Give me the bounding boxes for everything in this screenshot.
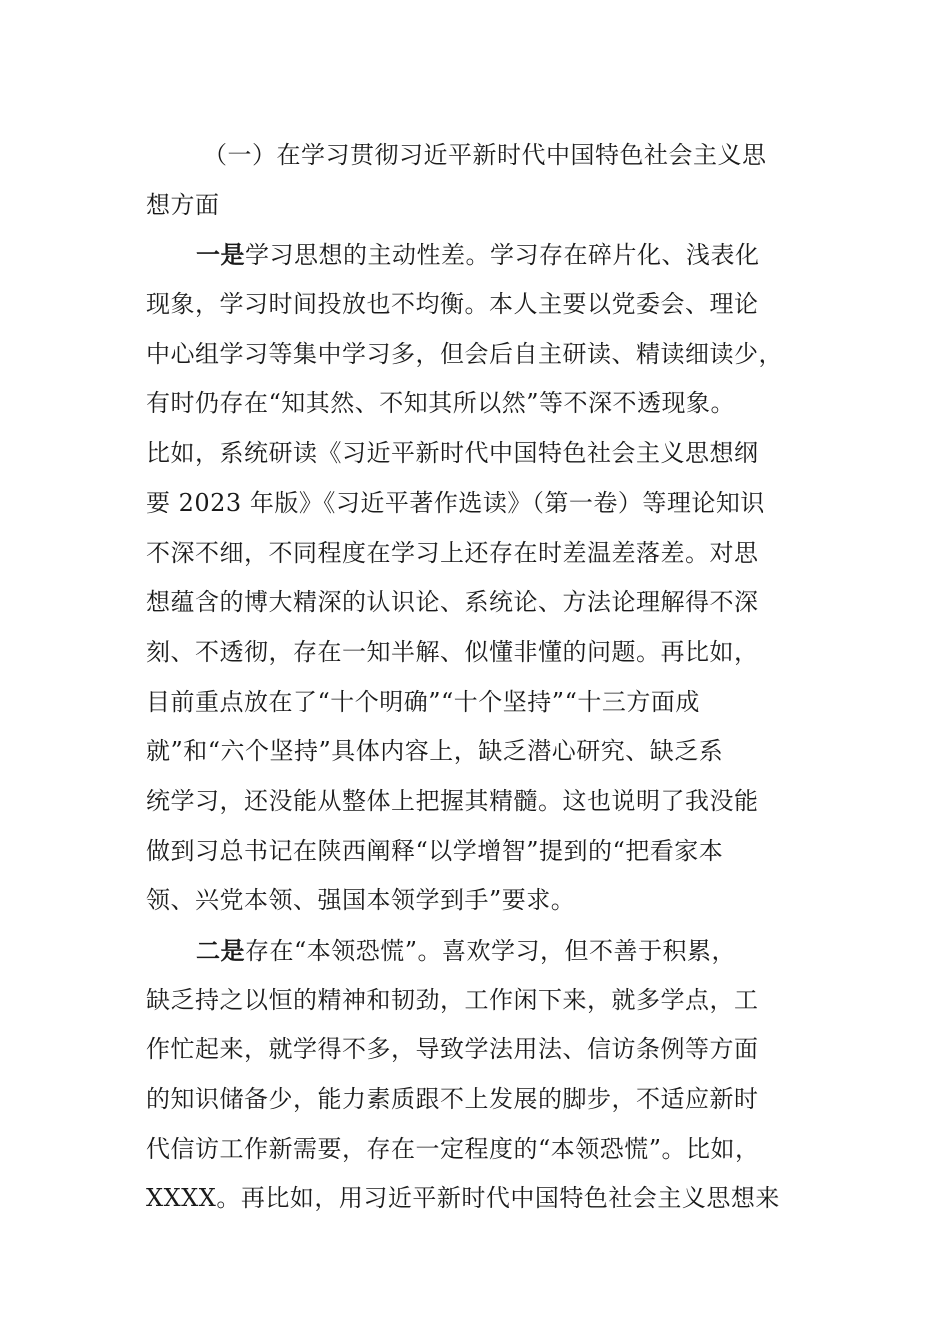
paragraph-text: 存在“本领恐慌”。喜欢学习，但不善于积累， bbox=[245, 937, 737, 965]
paragraph-line: 刻、不透彻，存在一知半解、似懂非懂的问题。再比如， bbox=[146, 637, 759, 666]
paragraph-line: 想蕴含的博大精深的认识论、系统论、方法论理解得不深 bbox=[146, 588, 759, 617]
paragraph-lead: 二是 bbox=[196, 936, 245, 965]
paragraph-1 bbox=[146, 230, 798, 926]
paragraph-line: 领、兴党本领、强国本领学到手”要求。 bbox=[146, 886, 576, 915]
paragraph-line: 代信访工作新需要，存在一定程度的“本领恐慌”。比如， bbox=[146, 1134, 760, 1163]
paragraph-line: 中心组学习等集中学习多，但会后自主研读、精读细读少， bbox=[146, 339, 783, 368]
paragraph-line: XXXX。再比如，用习近平新时代中国特色社会主义思想来 bbox=[146, 1184, 780, 1213]
paragraph-line: 做到习总书记在陕西阐释“以学增智”提到的“把看家本 bbox=[146, 836, 724, 865]
paragraph-line: 现象，学习时间投放也不均衡。本人主要以党委会、理论 bbox=[146, 290, 759, 319]
document-body bbox=[146, 131, 798, 1224]
paragraph-line: 的知识储备少，能力素质跟不上发展的脚步，不适应新时 bbox=[146, 1085, 759, 1114]
paragraph-line bbox=[146, 230, 798, 280]
paragraph-2 bbox=[146, 926, 798, 1224]
paragraph-line bbox=[146, 926, 798, 976]
paragraph-line: 有时仍存在“知其然、不知其所以然”等不深不透现象。 bbox=[146, 389, 736, 418]
paragraph-line: 目前重点放在了“十个明确”“十个坚持”“十三方面成 bbox=[146, 687, 700, 716]
paragraph-line: 比如，系统研读《习近平新时代中国特色社会主义思想纲 bbox=[146, 439, 759, 468]
paragraph-line: 不深不细，不同程度在学习上还存在时差温差落差。对思 bbox=[146, 538, 759, 567]
section-heading-line-2: 想方面 bbox=[146, 190, 220, 219]
paragraph-line: 作忙起来，就学得不多，导致学法用法、信访条例等方面 bbox=[146, 1035, 759, 1064]
paragraph-lead: 一是 bbox=[196, 240, 245, 270]
paragraph-line: 缺乏持之以恒的精神和韧劲，工作闲下来，就多学点，工 bbox=[146, 985, 759, 1014]
paragraph-line: 统学习，还没能从整体上把握其精髓。这也说明了我没能 bbox=[146, 786, 759, 815]
paragraph-text: 学习思想的主动性差。学习存在碎片化、浅表化 bbox=[245, 241, 760, 270]
section-heading-line-1: （一）在学习贯彻习近平新时代中国特色社会主义思 bbox=[203, 141, 767, 169]
paragraph-line: 要 2023 年版》《习近平著作选读》（第一卷）等理论知识 bbox=[146, 488, 765, 517]
paragraph-line: 就”和“六个坚持”具体内容上，缺乏潜心研究、缺乏系 bbox=[146, 737, 724, 766]
